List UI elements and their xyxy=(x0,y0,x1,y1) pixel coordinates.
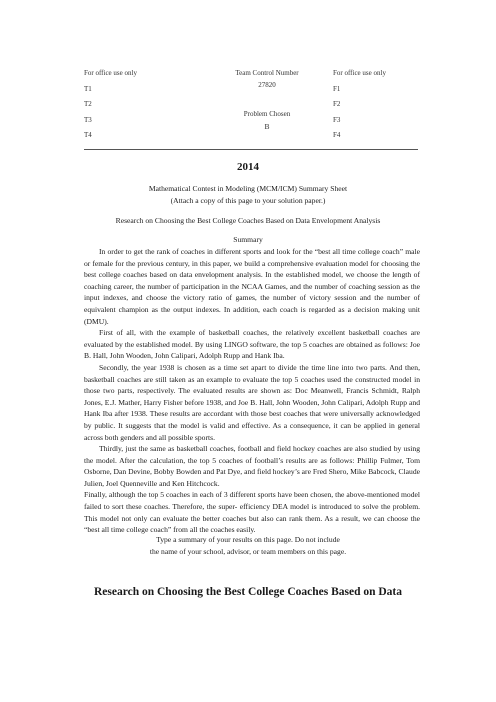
office-use-left-header: For office use only xyxy=(84,69,137,77)
office-use-right-header: For office use only xyxy=(333,69,386,77)
team-info xyxy=(213,66,321,134)
summary-paragraph: Secondly, the year 1938 is chosen as a time set apart to divide the time line into two parts. And then, basketball coaches are still taken as an example to evaluate the top 5 coaches used the constructed model in those two parts, respectively. The evaluated results are shown as: Doc Meanwell, Francis Schmidt, Ralph Jones, E.J. Mather, Harry Fisher before 1938, and Joe B. Hall, John Wooden, John Calipari, Adolph Rupp and Hank Iba after 1938. These results are accordant with those best coaches that were universally acknowledged by public. It suggests that the model is valid and effective. As a consequence, it can be applied in general across both genders and all possible sports. xyxy=(84,362,420,442)
problem-chosen-letter: B xyxy=(264,121,270,131)
office-use-left-item: T2 xyxy=(84,100,92,108)
office-use-right-item: F4 xyxy=(333,131,341,139)
cover-block xyxy=(84,66,420,146)
summary-instruction-line-1: Type a summary of your results on this page. Do not include xyxy=(156,535,340,544)
office-use-right-item: F3 xyxy=(333,115,341,124)
summary-heading: Summary xyxy=(233,235,263,244)
contest-year: 2014 xyxy=(237,161,259,173)
paper-title: Research on Choosing the Best College Coaches Based on Data Envelopment Analysis xyxy=(115,216,381,225)
paper-main-title: Research on Choosing the Best College Coaches Based on Data xyxy=(93,586,403,598)
summary-paragraph: Thirdly, just the same as basketball coaches, football and field hockey coaches are also studied by using the model. After the calculation, the top 5 coaches of football’s results are as follows: Phillip Fulmer, Tom Osborne, Dan Devine, Bobby Bowden and Pat Dye, and field hockey’s are Fred Shero, Mike Babcock, Claude Julien, Joel Quenneville and Ken Hitchcock. xyxy=(84,444,420,488)
contest-name: Mathematical Contest in Modeling (MCM/ICM) Summary Sheet xyxy=(148,184,348,193)
team-control-number: 27820 xyxy=(258,80,276,89)
office-use-left xyxy=(84,66,137,144)
office-use-right xyxy=(333,66,386,144)
summary-paragraph: Finally, although the top 5 coaches in each of 3 different sports have been chosen, the above-mentioned model failed to sort these coaches. Therefore, the super- efficiency DEA model is introduced to solve the problem. This model not only can evaluate the better coaches but also can rank them. As a result, we can choose the “best all time college coach” from all the coaches easily. xyxy=(84,490,420,535)
summary-paragraph: In order to get the rank of coaches in different sports and look for the “best all time college coach” male or female for the previous century, in this paper, we build a comprehensive evaluation model for choosing the best college coaches based on data envelopment analysis. In the established model, we choose the length of coaching career, the number of participation in the NCAA Games, and the number of coaching session as the input indexes, and choose the victory ratio of games, the number of victory session and the number of equivalent champion as the output indexes. In addition, each coach is regarded as a decision making unit (DMU). xyxy=(84,247,420,326)
office-use-right-item: F2 xyxy=(333,100,341,108)
summary-instruction-line-2: the name of your school, advisor, or team members on this page. xyxy=(149,547,347,556)
team-control-number-label: Team Control Number xyxy=(235,69,299,77)
office-use-right-item: F1 xyxy=(333,84,341,93)
summary-body xyxy=(84,246,420,536)
office-use-left-item: T3 xyxy=(84,115,92,124)
office-use-left-item: T4 xyxy=(84,131,92,139)
header-divider xyxy=(84,149,418,150)
problem-chosen-label: Problem Chosen xyxy=(243,110,291,118)
summary-paragraph: First of all, with the example of basketball coaches, the relatively excellent basketball coaches are evaluated by the established model. By using LINGO software, the top 5 coaches are obtained as follows: Joe B. Hall, John Wooden, John Calipari, Adolph Rupp and Hank Iba. xyxy=(84,328,420,361)
attach-note: (Attach a copy of this page to your solution paper.) xyxy=(170,196,326,205)
office-use-left-item: T1 xyxy=(84,84,92,93)
